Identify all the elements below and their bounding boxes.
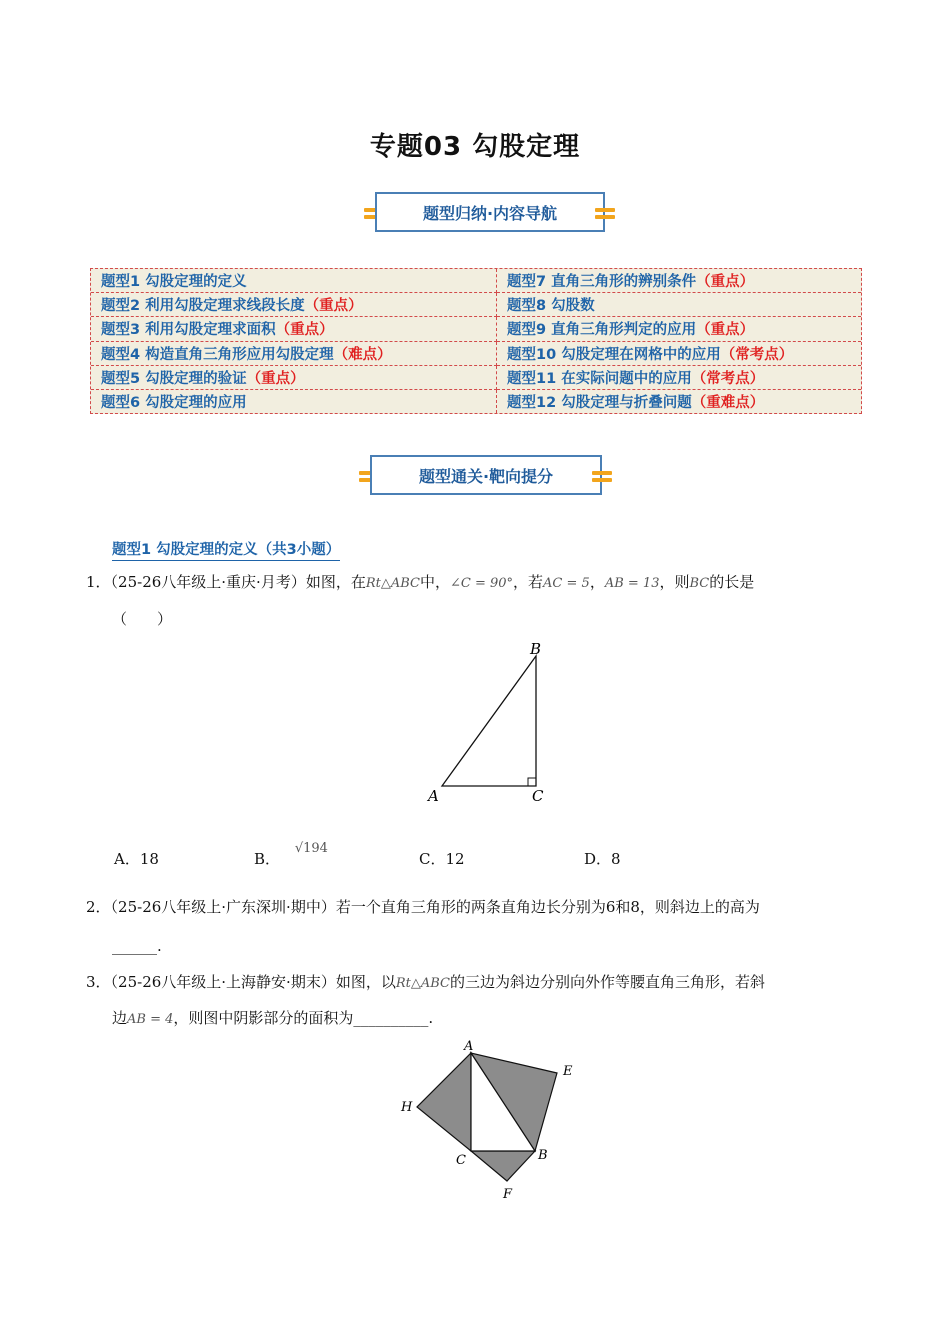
question-2: 2．（25-26八年级上·广东深圳·期中）若一个直角三角形的两条直角边长分别为6和8，则斜边上的高为 — [86, 898, 760, 916]
nav-item-tag: （重点） — [275, 322, 334, 339]
nav-row — [91, 389, 861, 413]
nav-item-left[interactable] — [91, 365, 497, 389]
question-number: 1． — [86, 573, 111, 591]
nav-item-right[interactable] — [497, 365, 862, 389]
option-a[interactable]: A．18 — [114, 850, 159, 868]
figure-right-triangle — [420, 636, 560, 806]
nav-item-label: 题型6 勾股定理的应用 — [101, 395, 247, 412]
nav-item-left[interactable] — [91, 341, 497, 365]
vertex-label-a: A — [428, 787, 439, 805]
banner-right-ornament-icon — [592, 470, 612, 484]
nav-item-label: 题型10 勾股定理在网格中的应用 — [507, 346, 721, 363]
nav-item-tag: （重点） — [246, 370, 305, 387]
nav-item-label: 题型3 利用勾股定理求面积 — [101, 322, 276, 339]
question-3-line2: 边AB = 4，则图中阴影部分的面积为__________. — [112, 1009, 434, 1027]
banner-label: 题型归纳·内容导航 — [422, 203, 558, 223]
nav-item-tag: （重点） — [696, 322, 755, 339]
sqrt-expr: √194 — [294, 841, 328, 856]
banner-right-ornament-icon — [595, 207, 615, 221]
math-expr: Rt△ABC — [365, 576, 420, 591]
banner-practice — [370, 455, 602, 495]
vertex-label-c: C — [456, 1153, 466, 1168]
math-expr: AB = 13 — [604, 576, 660, 591]
question-1: 1．（25-26八年级上·重庆·月考）如图，在Rt△ABC中，∠C = 90°，若AC = 5，AB = 13，则BC的长是 — [86, 573, 755, 591]
nav-item-label: 题型1 勾股定理的定义 — [101, 274, 247, 291]
vertex-label-c: C — [532, 787, 544, 805]
option-b[interactable]: B． √194 — [254, 841, 328, 868]
nav-item-tag: （常考点） — [720, 346, 794, 363]
nav-item-right[interactable] — [497, 269, 862, 293]
nav-item-right[interactable] — [497, 389, 862, 413]
question-number: 2． — [86, 898, 111, 916]
question-number: 3． — [86, 973, 111, 991]
nav-item-right[interactable] — [497, 341, 862, 365]
page-title: 专题03 勾股定理 — [369, 132, 581, 162]
question-3: 3．（25-26八年级上·上海静安·期末）如图，以Rt△ABC的三边为斜边分别向外作等腰直角三角形，若斜 — [86, 973, 765, 991]
nav-item-label: 题型9 直角三角形判定的应用 — [507, 322, 697, 339]
math-expr: AB = 4 — [127, 1012, 174, 1027]
math-expr: ∠C = 90° — [449, 576, 514, 591]
section-heading: 题型1 勾股定理的定义（共3小题） — [112, 538, 340, 561]
shaded-triangle-ach — [417, 1053, 471, 1151]
right-angle-mark — [528, 778, 536, 786]
nav-item-left[interactable] — [91, 293, 497, 317]
nav-item-label: 题型7 直角三角形的辨别条件 — [507, 274, 697, 291]
topic-nav-table — [90, 268, 862, 414]
shaded-triangle-cbf — [471, 1151, 535, 1181]
answer-blank: ______. — [112, 937, 162, 955]
vertex-label-f: F — [503, 1187, 513, 1202]
nav-item-left[interactable] — [91, 269, 497, 293]
nav-row — [91, 293, 861, 317]
nav-item-label: 题型5 勾股定理的验证 — [101, 370, 247, 387]
answer-parentheses: （ ） — [112, 610, 173, 628]
nav-item-left[interactable] — [91, 389, 497, 413]
triangle-abc — [442, 656, 536, 786]
banner-content-nav — [375, 192, 605, 232]
nav-item-tag: （重点） — [696, 274, 755, 291]
option-c[interactable]: C．12 — [419, 850, 465, 868]
vertex-label-a: A — [464, 1039, 474, 1054]
figure-isosceles-triangles — [395, 1035, 590, 1210]
math-expr: Rt△ABC — [395, 976, 450, 991]
math-expr: AC = 5 — [543, 576, 590, 591]
nav-item-label: 题型11 在实际问题中的应用 — [507, 370, 692, 387]
nav-row — [91, 317, 861, 341]
vertex-label-b: B — [538, 1148, 548, 1163]
vertex-label-b: B — [530, 640, 542, 658]
nav-item-right[interactable] — [497, 293, 862, 317]
nav-item-left[interactable] — [91, 317, 497, 341]
nav-row — [91, 365, 861, 389]
nav-row — [91, 269, 861, 293]
vertex-label-h: H — [401, 1100, 413, 1115]
nav-item-tag: （重难点） — [691, 395, 765, 412]
nav-item-label: 题型4 构造直角三角形应用勾股定理 — [101, 346, 334, 363]
nav-item-label: 题型12 勾股定理与折叠问题 — [507, 395, 692, 412]
nav-item-tag: （难点） — [333, 346, 392, 363]
option-d[interactable]: D．8 — [584, 850, 621, 868]
nav-item-right[interactable] — [497, 317, 862, 341]
nav-item-label: 题型2 利用勾股定理求线段长度 — [101, 298, 305, 315]
nav-item-label: 题型8 勾股数 — [507, 298, 595, 315]
nav-item-tag: （重点） — [304, 298, 363, 315]
vertex-label-e: E — [563, 1064, 573, 1079]
math-expr: BC — [689, 576, 710, 591]
nav-row — [91, 341, 861, 365]
nav-item-tag: （常考点） — [691, 370, 765, 387]
banner-label: 题型通关·靶向提分 — [418, 466, 554, 486]
